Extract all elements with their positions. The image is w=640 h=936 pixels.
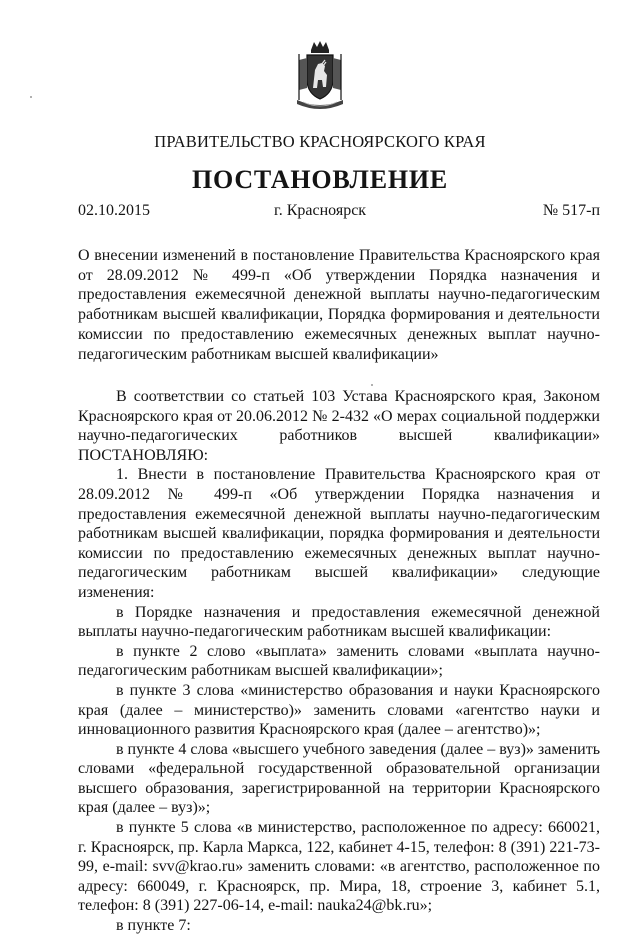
krasnoyarsk-coat-of-arms-icon bbox=[291, 40, 349, 114]
paragraph: в пункте 5 слова «в министерство, расположенное по адресу: 660021, г. Красноярск, пр. Карла Маркса, 122, кабинет 4-15, телефон: 8 (391) 221-73-99, e-mail: svv@krao.ru» заменить словами: «в агентство, расположенное по адресу: 660049, г. Красноярск, пр. Мира, 18, строение 3, кабинет 5.1, телефон: 8 (391) 227-06-14, e-mail: nauka24@bk.ru»; bbox=[78, 819, 600, 915]
scan-speck bbox=[371, 384, 373, 386]
scan-speck bbox=[30, 96, 32, 98]
paragraph: В соответствии со статьей 103 Устава Красноярского края, Законом Красноярского края от 20.06.2012 № 2-432 «О мерах социальной поддержки научно-педагогических работников высшей квалификации» ПОСТАНОВЛЯЮ: bbox=[78, 388, 600, 464]
paragraph: в пункте 7: bbox=[116, 917, 191, 935]
paragraph: в Порядке назначения и предоставления ежемесячной денежной выплаты научно-педагогическим работникам высшей квалификации: bbox=[78, 603, 600, 641]
paragraph: 1. Внести в постановление Правительства Красноярского края от 28.09.2012 № 499-п «Об утверждении Порядка назначения и предоставления ежемесячной денежной выплаты научно-педагогическим работникам высшей квалификации, порядка формирования и деятельности комиссии по предоставлению ежемесячных денежных выплат научно-педагогическим работникам высшей квалификации» следующие изменения: bbox=[78, 466, 600, 601]
document-city: г. Красноярск bbox=[273, 202, 367, 219]
document-subject: О внесении изменений в постановление Правительства Красноярского края от 28.09.2012 № 499-п «Об утверждении Порядка назначения и предоставления ежемесячной денежной выплаты научно-педагогическим работникам высшей квалификации, Порядка формирования и деятельности комиссии по предоставлению ежемесячных денежных выплат научно-педагогическим работникам высшей квалификации» bbox=[78, 247, 600, 363]
document-title: ПОСТАНОВЛЕНИЕ bbox=[191, 165, 449, 194]
document-date: 02.10.2015 bbox=[78, 202, 150, 219]
paragraph: в пункте 3 слова «министерство образования и науки Красноярского края (далее – министерство)» заменить словами «агентство науки и инновационного развития Красноярского края (далее – агентство)»; bbox=[78, 681, 600, 739]
document-number: № 517-п bbox=[542, 202, 600, 219]
government-name: ПРАВИТЕЛЬСТВО КРАСНОЯРСКОГО КРАЯ bbox=[154, 132, 486, 151]
paragraph: в пункте 2 слово «выплата» заменить словами «выплата научно-педагогическим работникам высшей квалификации»; bbox=[78, 642, 600, 680]
document-body bbox=[78, 387, 600, 936]
paragraph: в пункте 4 слова «высшего учебного заведения (далее – вуз)» заменить словами «федеральной государственной образовательной организации высшего образования, зарегистрированной на территории Красноярского края (далее – вуз)»; bbox=[78, 740, 600, 817]
